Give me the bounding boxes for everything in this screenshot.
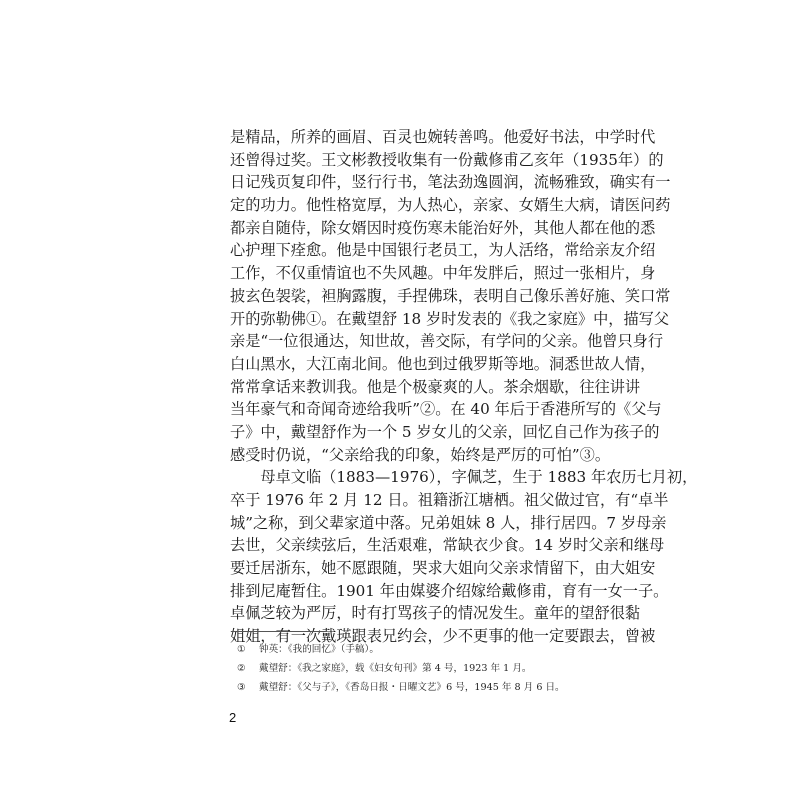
footnote-mark: ③	[237, 682, 246, 693]
text-line: 披玄色袈裟，袒胸露腹，手捏佛珠，表明自己像乐善好施、笑口常	[230, 286, 671, 305]
text-line: 子》中，戴望舒作为一个 5 岁女儿的父亲，回忆自己作为孩子的	[230, 422, 660, 441]
footnote-text: 戴望舒：《父与子》，《香岛日报・日曜文艺》6 号，1945 年 8 月 6 日。	[259, 682, 565, 693]
text-line: 卓佩芝较为严厉，时有打骂孩子的情况发生。童年的望舒很黏	[230, 604, 641, 623]
footnote-mark: ②	[237, 663, 246, 674]
text-line: 定的功力。他性格宽厚，为人热心，亲家、女婿生大病，请医问药	[230, 196, 671, 215]
footnote-divider	[231, 631, 327, 632]
footnote	[237, 659, 567, 678]
text-line: 日记残页复印件，竖行行书，笔法劲逸圆润，流畅雅致，确实有一	[230, 173, 671, 192]
text-line: 常常拿话来教训我。他是个极豪爽的人。茶余烟歇，往往讲讲	[230, 377, 641, 396]
text-line: 当年豪气和奇闻奇迹给我听”②。在 40 年后于香港所写的《父与	[230, 400, 662, 419]
footnote-text: 戴望舒：《我之家庭》，载《妇女旬刊》第 4 号，1923 年 1 月。	[259, 663, 532, 674]
text-line: 工作，不仅重情谊也不失风趣。中年发胖后，照过一张相片，身	[230, 264, 656, 283]
text-line: 都亲自随侍，除女婿因时疫伤寒未能治好外，其他人都在他的悉	[230, 218, 656, 237]
text-line: 姐姐，有一次戴瑛跟表兄约会，少不更事的他一定要跟去，曾被	[230, 627, 656, 646]
text-line: 城”之称，到父辈家道中落。兄弟姐妹 8 人，排行居四。7 岁母亲	[230, 513, 667, 532]
footnote-mark: ①	[237, 644, 246, 655]
text-line: 要迁居浙东，她不愿跟随，哭求大姐向父亲求情留下，由大姐安	[230, 559, 656, 578]
text-line: 白山黑水，大江南北间。他也到过俄罗斯等地。洞悉世故人情，	[230, 354, 656, 373]
text-line: 排到尼庵暂住。1901 年由媒婆介绍嫁给戴修甫，育有一女一子。	[230, 581, 669, 600]
body-text	[230, 126, 698, 648]
footnote	[237, 678, 567, 697]
footnote	[237, 640, 567, 659]
page-number: 2	[229, 710, 237, 725]
text-line: 母卓文临（1883—1976），字佩芝，生于 1883 年农历七月初，	[230, 468, 698, 487]
text-line: 卒于 1976 年 2 月 12 日。祖籍浙江塘栖。祖父做过官，有“卓半	[230, 491, 669, 509]
text-line: 还曾得过奖。王文彬教授收集有一份戴修甫乙亥年（1935年）的	[230, 150, 664, 169]
text-line: 是精品，所养的画眉、百灵也婉转善鸣。他爱好书法，中学时代	[230, 128, 656, 146]
text-line: 亲是“一位很通达，知世故，善交际，有学问的父亲。他曾只身行	[230, 332, 664, 351]
text-line: 心护理下痊愈。他是中国银行老员工，为人活络，常给亲友介绍	[230, 241, 656, 260]
footnote-text: 钟英：《我的回忆》（手稿）。	[259, 644, 379, 655]
text-line: 去世，父亲续弦后，生活艰难，常缺衣少食。14 岁时父亲和继母	[230, 536, 665, 555]
text-line: 开的弥勒佛①。在戴望舒 18 岁时发表的《我之家庭》中，描写父	[230, 309, 670, 328]
text-line: 感受时仍说，“父亲给我的印象，始终是严厉的可怕”③。	[230, 445, 611, 464]
footnotes	[237, 640, 567, 697]
